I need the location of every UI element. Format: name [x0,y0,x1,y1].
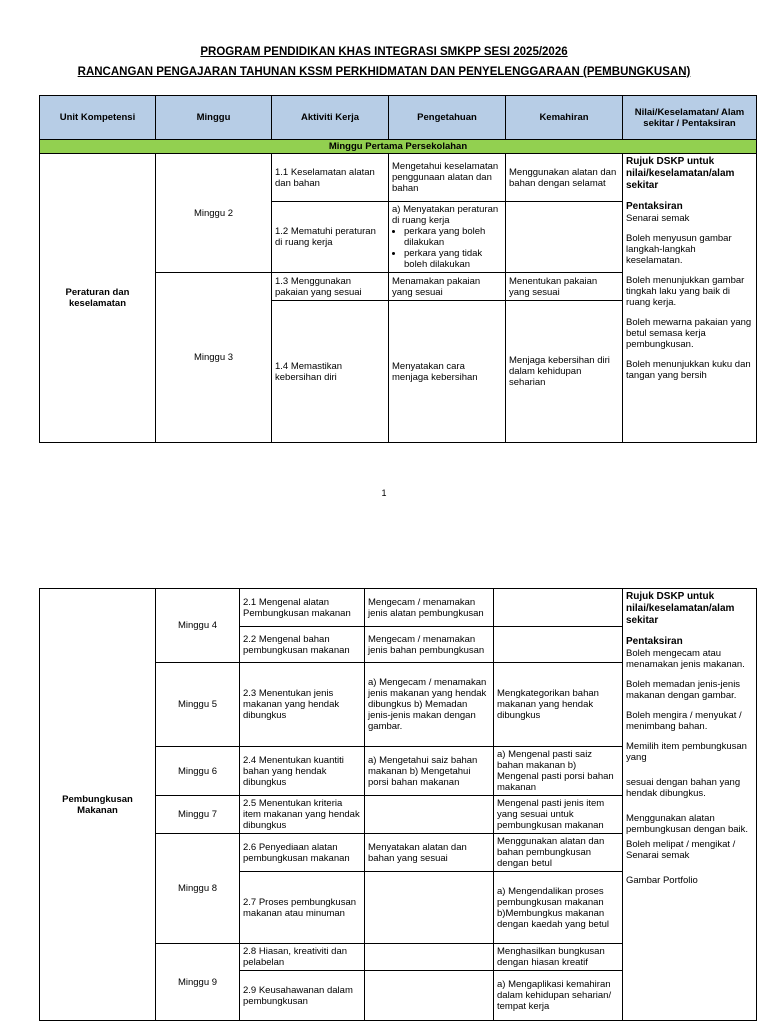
aktiviti-cell: 2.9 Keusahawanan dalam pembungkusan [240,971,365,1021]
nilai-item: Boleh menunjukkan gambar tingkah laku yang baik di ruang kerja. [626,275,745,308]
nilai-heading: Rujuk DSKP untuk nilai/keselamatan/alam sekitar [626,156,735,191]
col-header-unit: Unit Kompetensi [40,96,156,140]
week-cell: Minggu 3 [156,273,272,443]
nilai-item: Boleh menunjukkan kuku dan tangan yang bersih [626,359,751,381]
nilai-cell [623,154,757,443]
nilai-item: Gambar Portfolio [626,875,698,886]
nilai-item: Boleh memadan jenis-jenis makanan dengan gambar. [626,679,741,701]
nilai-item: Boleh mengecam atau menamakan jenis makanan. [626,648,745,670]
pengetahuan-cell [365,944,494,971]
pengetahuan-cell: Mengecam / menamakan jenis alatan pembungkusan [365,589,494,627]
kemahiran-cell: a) Mengendalikan proses pembungkusan makanan b)Membungkus makanan dengan kaedah yang betul [494,872,623,944]
nilai-item: Boleh mewarna pakaian yang betul semasa kerja pembungkusan. [626,317,752,350]
aktiviti-cell: 2.7 Proses pembungkusan makanan atau minuman [240,872,365,944]
aktiviti-cell: 2.5 Menentukan kriteria item makanan yang hendak dibungkus [240,796,365,834]
col-header-pengetahuan: Pengetahuan [389,96,506,140]
pentaksiran-heading: Pentaksiran [626,636,683,647]
pengetahuan-cell [365,872,494,944]
pentaksiran-heading: Pentaksiran [626,201,683,212]
aktiviti-cell: 2.2 Mengenal bahan pembungkusan makanan [240,627,365,663]
pengetahuan-cell: Menamakan pakaian yang sesuai [389,273,506,301]
col-header-minggu: Minggu [156,96,272,140]
band-minggu-pertama: Minggu Pertama Persekolahan [40,140,757,154]
pengetahuan-cell: a) Mengetahui saiz bahan makanan b) Mengetahui porsi bahan makanan [365,747,494,796]
kemahiran-cell: Menggunakan alatan dan bahan pembungkusan dengan betul [494,834,623,872]
pengetahuan-cell: Menyatakan alatan dan bahan yang sesuai [365,834,494,872]
col-header-aktiviti: Aktiviti Kerja [272,96,389,140]
aktiviti-cell: 2.8 Hiasan, kreativiti dan pelabelan [240,944,365,971]
aktiviti-cell: 2.4 Menentukan kuantiti bahan yang hendak dibungkus [240,747,365,796]
nilai-item: Boleh mengira / menyukat / menimbang bahan. [626,710,742,732]
week-cell: Minggu 7 [156,796,240,834]
aktiviti-cell: 2.3 Menentukan jenis makanan yang hendak dibungkus [240,663,365,747]
kemahiran-cell [494,589,623,627]
kemahiran-cell: Mengenal pasti jenis item yang sesuai untuk pembungkusan makanan [494,796,623,834]
nilai-heading: Rujuk DSKP untuk nilai/keselamatan/alam sekitar [626,591,735,626]
bullet-item: • perkara yang tidak boleh dilakukan [404,248,502,270]
aktiviti-cell: 1.2 Mematuhi peraturan di ruang kerja [272,202,389,273]
pengetahuan-cell [365,796,494,834]
week-cell: Minggu 2 [156,154,272,273]
nilai-item: Memilih item pembungkusan yang [626,741,747,763]
week-cell: Minggu 6 [156,747,240,796]
document-title: PROGRAM PENDIDIKAN KHAS INTEGRASI SMKPP SESI 2025/2026 [200,46,568,58]
aktiviti-cell: 2.6 Penyediaan alatan pembungkusan makanan [240,834,365,872]
kemahiran-cell [506,202,623,273]
pengetahuan-line: a) Menyatakan peraturan di ruang kerja [392,204,499,226]
week-cell: Minggu 8 [156,834,240,944]
kemahiran-cell: a) Mengaplikasi kemahiran dalam kehidupan seharian/ tempat kerja [494,971,623,1021]
pengetahuan-cell: Menyatakan cara menjaga kebersihan [389,301,506,443]
col-header-nilai: Nilai/Keselamatan/ Alam sekitar / Pentaksiran [623,96,757,140]
pengetahuan-cell [389,202,506,273]
pengetahuan-cell: Mengecam / menamakan jenis bahan pembungkusan [365,627,494,663]
unit-kompetensi: Peraturan dan keselamatan [40,154,156,443]
document-subtitle: RANCANGAN PENGAJARAN TAHUNAN KSSM PERKHIDMATAN DAN PENYELENGGARAAN (PEMBUNGKUSAN) [77,66,691,78]
nilai-item: Boleh melipat / mengikat / Senarai semak [626,839,736,861]
page-number: 1 [381,488,387,498]
pengetahuan-cell: Mengetahui keselamatan penggunaan alatan dan bahan [389,154,506,202]
nilai-item: Boleh menyusun gambar langkah-langkah keselamatan. [626,233,732,266]
plan-table-2 [39,588,757,1021]
kemahiran-cell: a) Mengenal pasti saiz bahan makanan b) Mengenal pasti porsi bahan makanan [494,747,623,796]
nilai-item: sesuai dengan bahan yang hendak dibungkus. [626,777,741,799]
aktiviti-cell: 1.1 Keselamatan alatan dan bahan [272,154,389,202]
kemahiran-cell: Menentukan pakaian yang sesuai [506,273,623,301]
unit-kompetensi: Pembungkusan Makanan [40,589,156,1021]
nilai-item: Menggunakan alatan pembungkusan dengan baik. [626,813,749,835]
bullet-item: • perkara yang boleh dilakukan [404,226,502,248]
nilai-cell [623,589,757,1021]
week-cell: Minggu 9 [156,944,240,1021]
aktiviti-cell: 1.4 Memastikan kebersihan diri [272,301,389,443]
aktiviti-cell: 1.3 Menggunakan pakaian yang sesuai [272,273,389,301]
week-cell: Minggu 4 [156,589,240,663]
week-cell: Minggu 5 [156,663,240,747]
plan-table-1 [39,95,757,443]
aktiviti-cell: 2.1 Mengenal alatan Pembungkusan makanan [240,589,365,627]
kemahiran-cell: Menghasilkan bungkusan dengan hiasan kreatif [494,944,623,971]
kemahiran-cell: Menggunakan alatan dan bahan dengan selamat [506,154,623,202]
kemahiran-cell: Menjaga kebersihan diri dalam kehidupan seharian [506,301,623,443]
col-header-kemahiran: Kemahiran [506,96,623,140]
pengetahuan-cell [365,971,494,1021]
pengetahuan-cell: a) Mengecam / menamakan jenis makanan yang hendak dibungkus b) Memadan jenis-jenis makan dengan gambar. [365,663,494,747]
kemahiran-cell [494,627,623,663]
kemahiran-cell: Mengkategorikan bahan makanan yang hendak dibungkus [494,663,623,747]
nilai-item: Senarai semak [626,213,690,224]
